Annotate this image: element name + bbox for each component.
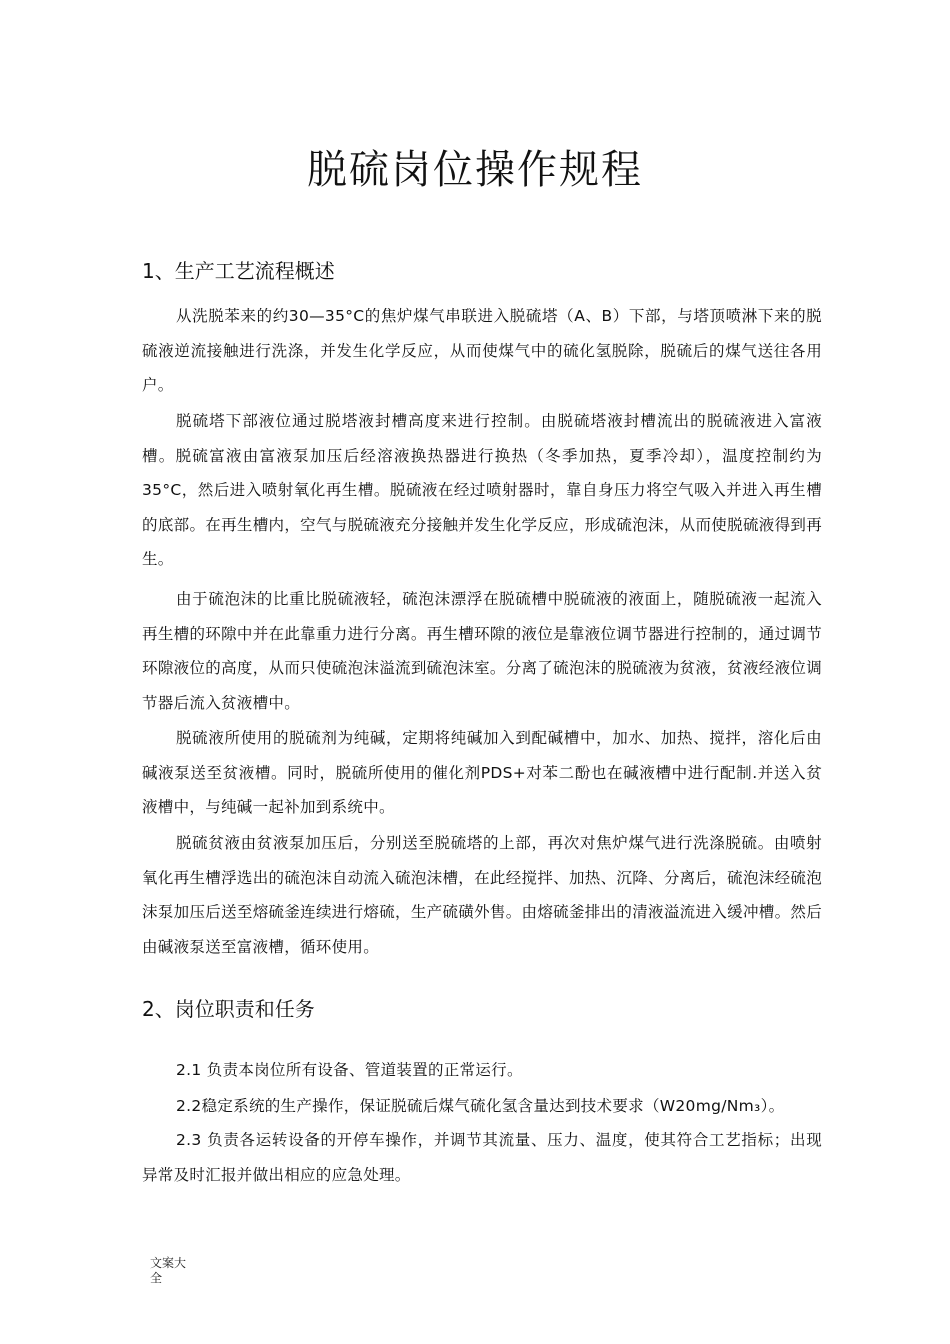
footer-note bbox=[150, 1256, 200, 1286]
section-1-paragraph-4: 脱硫液所使用的脱硫剂为纯碱，定期将纯碱加入到配碱槽中，加水、加热、搅拌，溶化后由碱液泵送至贫液槽。同时，脱硫所使用的催化剂PDS+对苯二酚也在碱液槽中进行配制.并送入贫液槽中，与纯碱一起补加到系统中。 bbox=[142, 729, 822, 816]
page-title: 脱硫岗位操作规程 bbox=[307, 147, 643, 193]
footer-line-1: 文案大 bbox=[150, 1256, 187, 1270]
section-1-paragraph-1: 从洗脱苯来的约30—35°C的焦炉煤气串联进入脱硫塔（A、B）下部，与塔顶喷淋下来的脱硫液逆流接触进行洗涤，并发生化学反应，从而使煤气中的硫化氢脱除，脱硫后的煤气送往各用户。 bbox=[142, 307, 822, 394]
section-1-paragraph-2: 脱硫塔下部液位通过脱塔液封槽高度来进行控制。由脱硫塔液封槽流出的脱硫液进入富液槽。脱硫富液由富液泵加压后经溶液换热器进行换热（冬季加热，夏季冷却），温度控制约为35°C，然后进入喷射氧化再生槽。脱硫液在经过喷射器时，靠自身压力将空气吸入并进入再生槽的底部。在再生槽内，空气与脱硫液充分接触并发生化学反应，形成硫泡沫，从而使脱硫液得到再生。 bbox=[142, 412, 822, 568]
section-1-paragraph-3: 由于硫泡沫的比重比脱硫液轻，硫泡沫漂浮在脱硫槽中脱硫液的液面上，随脱硫液一起流入再生槽的环隙中并在此靠重力进行分离。再生槽环隙的液位是靠液位调节器进行控制的，通过调节环隙液位的高度，从而只使硫泡沫溢流到硫泡沫室。分离了硫泡沫的脱硫液为贫液，贫液经液位调节器后流入贫液槽中。 bbox=[142, 590, 822, 712]
section-2-item-3: 2.3 负责各运转设备的开停车操作，并调节其流量、压力、温度，使其符合工艺指标；出现异常及时汇报并做出相应的应急处理。 bbox=[142, 1131, 822, 1184]
section-2-item-1: 2.1 负责本岗位所有设备、管道装置的正常运行。 bbox=[176, 1061, 523, 1079]
footer-line-2: 全 bbox=[150, 1271, 163, 1285]
section-2-item-2: 2.2稳定系统的生产操作，保证脱硫后煤气硫化氢含量达到技术要求（W20mg/Nm₃）。 bbox=[176, 1097, 785, 1115]
section-1-paragraph-5: 脱硫贫液由贫液泵加压后，分别送至脱硫塔的上部，再次对焦炉煤气进行洗涤脱硫。由喷射氧化再生槽浮选出的硫泡沫自动流入硫泡沫槽，在此经搅拌、加热、沉降、分离后，硫泡沫经硫泡沫泵加压后送至熔硫釜连续进行熔硫，生产硫磺外售。由熔硫釜排出的清液溢流进入缓冲槽。然后由碱液泵送至富液槽，循环使用。 bbox=[142, 834, 822, 956]
section-1-heading: 1、生产工艺流程概述 bbox=[142, 259, 335, 283]
section-2-heading: 2、岗位职责和任务 bbox=[142, 997, 315, 1021]
